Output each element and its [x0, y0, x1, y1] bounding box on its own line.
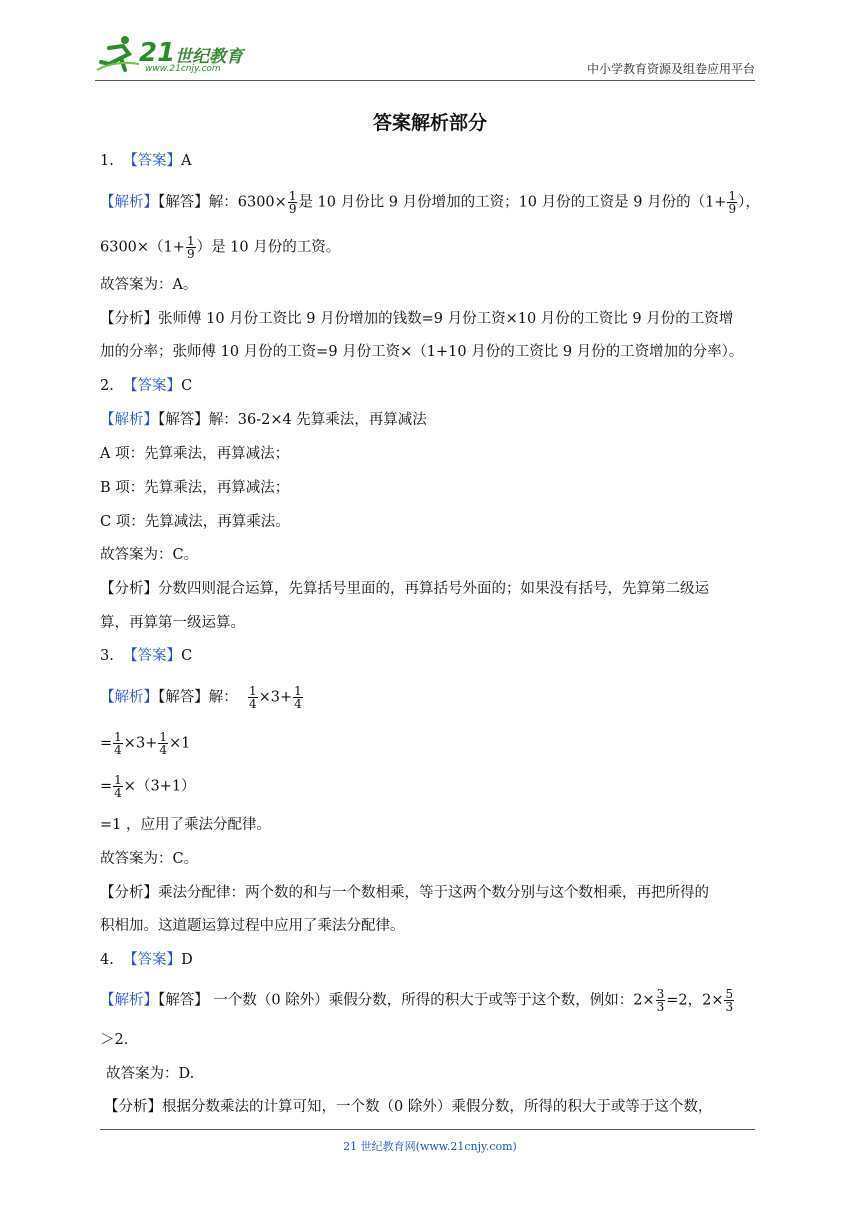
fraction: $\frac{1}{4}$: [114, 773, 122, 800]
runner-logo-icon: [95, 34, 141, 74]
q3-step2: = $\frac{1}{4}$ ×3+ $\frac{1}{4}$ ×1: [100, 730, 191, 757]
q4-conclusion: 故答案为：D.: [106, 1066, 195, 1082]
q2-fenxi-line1: 【分析】分数四则混合运算，先算括号里面的，再算括号外面的；如果没有括号，先算第二级运: [100, 581, 709, 597]
logo-number: 21: [139, 38, 176, 68]
q3-analysis-line: [100, 685, 765, 710]
q2-option-b: B 项：先算乘法，再算减法；: [100, 480, 290, 496]
page-title: 答案解析部分: [372, 112, 487, 134]
page-header: [95, 30, 755, 81]
q3-conclusion: 故答案为：C。: [100, 851, 199, 867]
q4-fenxi-line1: 【分析】根据分数乘法的计算可知，一个数（0 除外）乘假分数，所得的积大于或等于这个数，: [104, 1099, 713, 1115]
fraction: $\frac{1}{4}$: [294, 684, 302, 711]
q3-text: ×3+: [258, 689, 293, 706]
q4-answer: D: [181, 952, 193, 968]
fraction: $\frac{1}{9}$: [186, 234, 195, 261]
q1-text: ），: [738, 194, 760, 211]
q4-number: 4.: [100, 952, 114, 968]
q3-fenxi-line1: 【分析】乘法分配律：两个数的和与一个数相乘，等于这两个数分别与这个数相乘，再把所得的: [100, 885, 709, 901]
q1-text: 是 10 月份比 9 月份增加的工资；10 月份的工资是 9 月份的（1+: [298, 194, 727, 211]
footer-divider: [100, 1129, 755, 1130]
fraction: $\frac{1}{4}$: [114, 730, 122, 757]
q2-answer: C: [181, 378, 193, 394]
q1-answer: A: [181, 153, 192, 169]
q1-analysis-tag: 【解析】: [100, 194, 158, 211]
q2-option-c: C 项：先算减法，再算乘法。: [100, 514, 290, 530]
q3-step3: = $\frac{1}{4}$ ×（3+1）: [100, 773, 196, 800]
q1-answer-line: [100, 151, 765, 171]
q4-text: =2，2×: [666, 992, 724, 1009]
fraction: $\frac{3}{3}$: [656, 987, 665, 1014]
q1-text: 6300×（1+: [100, 239, 185, 256]
fraction: $\frac{1}{4}$: [248, 684, 257, 711]
q1-text: 【解答】解：6300×: [158, 194, 287, 211]
q1-text: ）是 10 月份的工资。: [196, 239, 341, 256]
fraction: $\frac{1}{9}$: [288, 189, 297, 216]
q2-conclusion: 故答案为：C。: [100, 547, 199, 563]
q2-text: 【解答】解：36-2×4 先算乘法，再算减法: [158, 412, 427, 428]
fraction: $\frac{1}{9}$: [728, 189, 737, 216]
q1-analysis-line2: [100, 235, 765, 260]
fraction: $\frac{1}{4}$: [159, 730, 167, 757]
footer-link[interactable]: 21 世纪教育网(www.21cnjy.com): [343, 1140, 517, 1153]
q1-analysis-line1: [100, 190, 765, 215]
q2-answer-tag: 【答案】: [123, 378, 182, 394]
q4-answer-line: [100, 950, 765, 970]
q3-number: 3.: [100, 648, 114, 664]
site-logo: [95, 32, 265, 76]
q4-text: 【解答】 一个数（0 除外）乘假分数，所得的积大于或等于这个数，例如：2×: [158, 992, 655, 1009]
q1-fenxi-line2: 加的分率；张师傅 10 月份的工资=9 月份工资×（1+10 月份的工资比 9 月份的工资增加的分率）。: [100, 344, 744, 360]
logo-text: 世纪教育: [175, 47, 243, 67]
q3-text: 【解答】解：: [158, 689, 238, 706]
q2-analysis-line: [100, 410, 765, 430]
q1-conclusion: 故答案为：A。: [100, 277, 198, 293]
q3-answer-line: [100, 646, 765, 666]
header-platform-text: 中小学教育资源及组卷应用平台: [586, 62, 755, 76]
q1-number: 1.: [100, 153, 114, 169]
q3-answer: C: [181, 648, 193, 664]
q3-answer-tag: 【答案】: [123, 648, 182, 664]
q2-analysis-tag: 【解析】: [100, 412, 158, 428]
q1-fenxi-line1: 【分析】张师傅 10 月份工资比 9 月份增加的钱数=9 月份工资×10 月份的工资比 9 月份的工资增: [100, 311, 734, 327]
q2-option-a: A 项：先算乘法，再算减法；: [100, 446, 290, 462]
q3-analysis-tag: 【解析】: [100, 689, 158, 706]
q3-step4: =1 ，应用了乘法分配律。: [100, 817, 271, 833]
q4-analysis-line2: ＞2.: [100, 1032, 129, 1048]
q2-fenxi-line2: 算，再算第一级运算。: [100, 615, 245, 631]
q1-answer-tag: 【答案】: [123, 153, 182, 169]
q3-fenxi-line2: 积相加。这道题运算过程中应用了乘法分配律。: [100, 918, 405, 934]
logo-url: www.21cnjy.com: [145, 64, 221, 74]
fraction: $\frac{5}{3}$: [725, 987, 734, 1014]
q4-analysis-line1: [100, 988, 765, 1013]
q4-analysis-tag: 【解析】: [100, 992, 158, 1009]
q2-answer-line: [100, 376, 765, 396]
q2-number: 2.: [100, 378, 114, 394]
q4-answer-tag: 【答案】: [123, 952, 182, 968]
